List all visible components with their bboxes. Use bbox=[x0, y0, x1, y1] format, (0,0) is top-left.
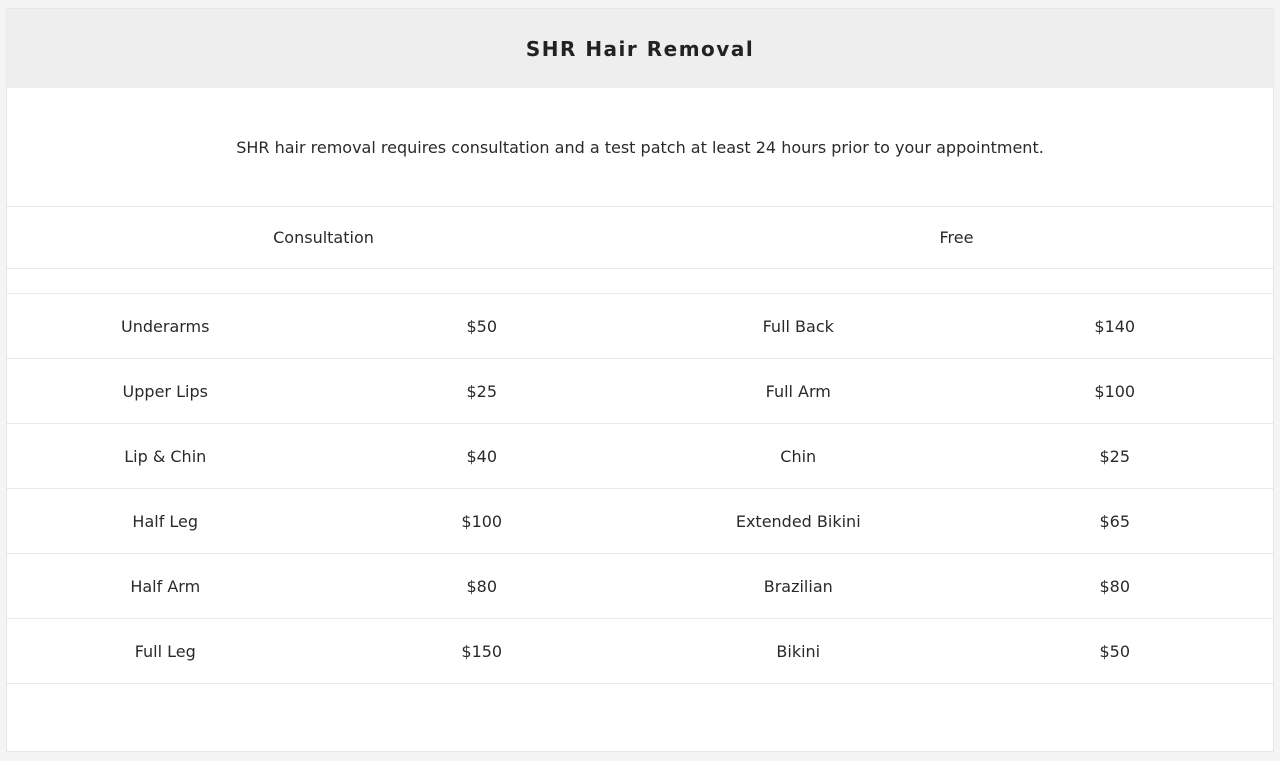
service-name: Bikini bbox=[640, 619, 957, 684]
pricing-card bbox=[6, 8, 1274, 752]
table-row bbox=[7, 294, 1273, 359]
consultation-value: Free bbox=[939, 228, 974, 247]
price-table bbox=[7, 294, 1273, 684]
service-price: $65 bbox=[957, 489, 1274, 554]
service-price: $50 bbox=[957, 619, 1274, 684]
service-name: Underarms bbox=[7, 294, 324, 359]
service-name: Half Arm bbox=[7, 554, 324, 619]
service-name: Full Back bbox=[640, 294, 957, 359]
service-price: $80 bbox=[324, 554, 641, 619]
service-price: $100 bbox=[324, 489, 641, 554]
table-row bbox=[7, 619, 1273, 684]
service-price: $80 bbox=[957, 554, 1274, 619]
service-name: Chin bbox=[640, 424, 957, 489]
service-name: Full Arm bbox=[640, 359, 957, 424]
table-row bbox=[7, 554, 1273, 619]
intro-text: SHR hair removal requires consultation and a test patch at least 24 hours prior to your appointment. bbox=[7, 88, 1273, 207]
service-price: $100 bbox=[957, 359, 1274, 424]
table-row bbox=[7, 489, 1273, 554]
service-price: $25 bbox=[957, 424, 1274, 489]
service-name: Half Leg bbox=[7, 489, 324, 554]
divider bbox=[7, 269, 1273, 294]
service-price: $150 bbox=[324, 619, 641, 684]
card-header bbox=[7, 9, 1273, 88]
table-row bbox=[7, 424, 1273, 489]
consultation-row bbox=[7, 207, 1273, 269]
service-price: $50 bbox=[324, 294, 641, 359]
table-row bbox=[7, 359, 1273, 424]
service-name: Upper Lips bbox=[7, 359, 324, 424]
page-title: SHR Hair Removal bbox=[525, 36, 755, 61]
service-name: Brazilian bbox=[640, 554, 957, 619]
service-price: $40 bbox=[324, 424, 641, 489]
service-price: $25 bbox=[324, 359, 641, 424]
service-name: Extended Bikini bbox=[640, 489, 957, 554]
consultation-label: Consultation bbox=[273, 228, 374, 247]
service-price: $140 bbox=[957, 294, 1274, 359]
service-name: Full Leg bbox=[7, 619, 324, 684]
service-name: Lip & Chin bbox=[7, 424, 324, 489]
